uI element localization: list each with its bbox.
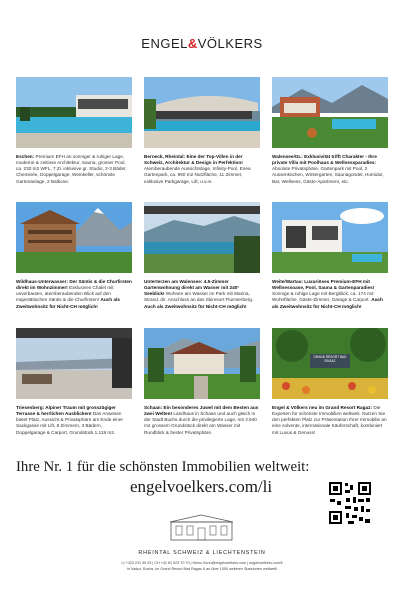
office-building-icon xyxy=(168,514,235,541)
locations-line: In Vaduz, Buchs, im Grand Resort Bad Ragaz & an über 1000 weiteren Standorten weltweit! xyxy=(126,567,278,571)
listing-text: Weite/Wartau: Luxuriöses Premium-EFH mit Wellnessoase, Pool, Sauna & Gartenparadies! Sonnige & ruhige Lage mit Bergblick, ca. 174 m2 Wohnfläche, Gäste-Zimmer, Garage & Carport. Auch als Zweitwohnsitz für Nicht-CH möglich! xyxy=(272,279,383,309)
listing-card-wildhaus[interactable] xyxy=(16,202,132,326)
listing-card-berneck[interactable] xyxy=(144,77,260,201)
listing-text: Eschen: Premium EFH an sonniger & ruhiger Lage, moderne & zeitlose Architektur, Sauna, grosser Pool, ca. 230 m2 WFL, 7 Zi. inklusive gr. Studio, 2-3 Bäder, Cheminée, Doppelgarage, Weinkeller, schönste Gartenanlage, 2 Balkone. xyxy=(16,154,127,184)
brand-ampersand: & xyxy=(187,36,198,51)
brand-logo xyxy=(0,36,404,51)
listing-photo-triesenberg xyxy=(16,328,132,399)
region-title: RHEINTAL SCHWEIZ & LIECHTENSTEIN xyxy=(138,550,266,556)
listing-text: Unterterzen am Walensee: 4.5-Zimmer Gartenwohnung direkt am Wasser mit 240° Seeblick! Wohnen am Wasser im Park mit Marina, Strand, dir. Anschluss an das Skiresort Flumserberg. Auch als Zweitwohnsitz für Nicht-CH möglich! xyxy=(144,279,254,309)
listing-photo-eschen xyxy=(16,77,132,148)
listing-text: Berneck, Rheintal: Eine der Top-Villen in der Schweiz, Architektur & Design in Perfektion! Atemberaubende Aussichtslage, Infinity-Pool, Enea Gartenpark, ca. 950 m2 Nutzfläche, 11 Zimmer, exklusive Parkgarage, Lift, u.v.m. xyxy=(144,154,251,184)
listing-photo-unterterzen xyxy=(144,202,260,273)
listing-photo-weite xyxy=(272,202,388,273)
listing-photo-schaan xyxy=(144,328,260,399)
listing-card-walensee[interactable] xyxy=(272,77,388,201)
listing-text: Engel & Völkers neu im Grand Resort Ragaz: Die Experten für schönste Immobilien weltweit. Nutzen Sie den perfekten Platz zur Präsentation Ihrer Immobilie an eine solvente, internationale Käuferschaft, kombiniert mit Luxus & Genuss! xyxy=(272,405,387,435)
listing-photo-grand-resort xyxy=(272,328,388,399)
listing-card-weite[interactable] xyxy=(272,202,388,326)
resort-sign-text: GRAND RESORT BAD RAGAZ xyxy=(313,355,347,363)
contact-line: LI +423 231 30 03 | CH +41 81 523 70 70 | Heinz.Sonn@engelvoelkers.com | engelvoelkers.com/li xyxy=(121,561,283,565)
listing-text: Triesenberg: Alpiner Traum mit grosszügiger Terrasse & herrlichen Ausblicken! Das Anwesen bietet Platz, Aussicht & Privatsphäre am Ende einer Sackgasse mit Lift, 8 Zimmern, 3 Bädern, Doppelgarage & Carport, Grundstück 1.119 m2. xyxy=(16,405,124,435)
listing-card-unterterzen[interactable] xyxy=(144,202,260,326)
website-link[interactable]: engelvoelkers.com/li xyxy=(130,477,273,496)
listing-photo-wildhaus xyxy=(16,202,132,273)
listing-card-grand-resort[interactable] xyxy=(272,328,388,452)
brand-right: VÖLKERS xyxy=(197,36,263,51)
listing-text: Schaan: Ein besonderes Juwel mit dem Besten aus zwei Welten! Landhaus in Schaan und auch gleich in der Stadt Buchs durch die privilegierte Lage, mit 3.940 m2 grossem Grundstück direkt am Wasser mit Rundblick & bester Privatsphäre. xyxy=(144,405,259,435)
listing-photo-berneck xyxy=(144,77,260,148)
listing-text: Walensee/GL: Exklusivität trifft Charakter - Ihre private Villa mit Poolhaus & Wellnessparadies: Absolute Privatsphäre, Gartenpark mit Pool, 2 Aussenküchen, Wintergarten, Saunagondel, Humidor, Bar, Wellness, Gäste-Apartment, etc. xyxy=(272,154,384,184)
headline: Ihre Nr. 1 für die schönsten Immobilien weltweit: xyxy=(16,459,310,475)
listing-card-schaan[interactable] xyxy=(144,328,260,452)
listing-text: Wildhaus-Unterwasser: Der Säntis & die Churfirsten direkt im Wohnzimmer! Exklusives Chalet mit unverbauten, atemberaubenden Blick auf den majestätischen Säntis & die Churfirsten! Auch als Zweitwohnsitz für Nicht-CH möglich! xyxy=(16,279,132,309)
listing-photo-walensee xyxy=(272,77,388,148)
listing-card-eschen[interactable] xyxy=(16,77,132,201)
listing-card-triesenberg[interactable] xyxy=(16,328,132,452)
qr-code-icon[interactable] xyxy=(328,481,372,525)
brand-left: ENGEL xyxy=(141,36,188,51)
